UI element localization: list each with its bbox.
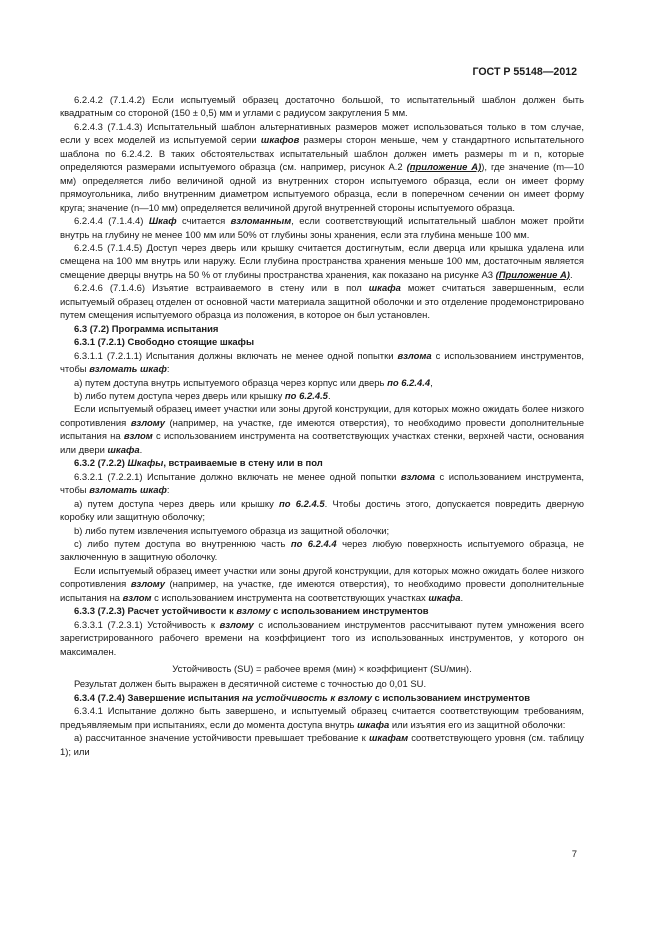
- paragraph: [60, 538, 584, 565]
- text-run: размеры сторон меньше, чем у стандартного испытательного шаблона по 6.2.4.2. В таких обстоятельствах испытательный шаблон должен иметь размеры m и n, которые определяются размерами испытуемого образца (см. например, рисунок А.2: [60, 135, 584, 174]
- text-run: или изъятия его из защитной оболочки:: [389, 719, 566, 731]
- text-run: .: [139, 444, 143, 456]
- text-run: взломать шкаф: [89, 485, 167, 497]
- text-run: может считаться завершенным, если испытуемый образец отделен от основной части материала защитной оболочки и это отделение продемонстрировано путем смещения испытуемого образца из положения, в которое он был установлен.: [60, 283, 584, 322]
- paragraph: [60, 390, 584, 403]
- paragraph: [60, 678, 584, 691]
- text-run: 6.3.2 (7.2.2): [74, 458, 128, 470]
- text-run: соответствующего уровня (см. таблицу 1); или: [60, 733, 584, 758]
- text-run: Результат должен быть выражен в десятичной системе с точностью до 0,01 SU.: [74, 679, 427, 691]
- text-run: a) рассчитанное значение устойчивости превышает требование к: [74, 733, 369, 745]
- text-run: по 6.2.4.4: [387, 377, 431, 389]
- text-run: считается: [176, 216, 231, 228]
- text-run: взлом: [123, 431, 153, 443]
- section-heading: [60, 457, 584, 470]
- text-run: Устойчивость (SU) = рабочее время (мин) × коэффициент (SU/мин).: [172, 664, 472, 676]
- section-heading: [60, 323, 584, 336]
- text-run: Если испытуемый образец имеет участки или зоны другой конструкции, для которых можно ожидать более низкого сопротивления: [60, 565, 584, 591]
- text-run: (приложение А): [406, 162, 482, 174]
- paragraph: [60, 350, 584, 377]
- text-run: шкафа: [107, 444, 140, 456]
- text-run: c) либо путем доступа во внутреннюю часть: [74, 538, 291, 550]
- paragraph: [60, 121, 584, 215]
- paragraph: [60, 94, 584, 121]
- paragraph: [60, 732, 584, 759]
- text-run: шкафа: [357, 719, 390, 731]
- paragraph: [60, 282, 584, 322]
- text-run: b) либо путем доступа через дверь или крышку: [74, 390, 285, 402]
- text-run: :: [166, 485, 170, 497]
- paragraph: [60, 619, 584, 659]
- text-run: 6.3.4 (7.2.4) Завершение испытания: [74, 692, 243, 704]
- text-run: с использованием инструментов, чтобы: [60, 350, 584, 376]
- text-run: взлом: [122, 592, 152, 604]
- text-run: на устойчивость к взлому: [242, 692, 372, 704]
- text-run: . Чтобы достичь этого, допускается повредить дверную коробку или защитную оболочку;: [60, 498, 585, 524]
- paragraph: [60, 525, 584, 538]
- paragraph: [60, 565, 584, 605]
- text-run: b) либо путем извлечения испытуемого образца из защитной оболочки;: [74, 525, 390, 537]
- text-run: по 6.2.4.5: [284, 390, 328, 402]
- text-run: .: [569, 269, 573, 281]
- text-run: с использованием инструментов: [270, 606, 429, 618]
- text-run: с использованием инструмента, чтобы: [60, 471, 584, 497]
- text-run: 6.2.4.3 (7.1.4.3) Испытательный шаблон альтернативных размеров может использоваться только в том случае, если у всех моделей из испытуемой серии: [60, 121, 584, 147]
- section-heading: [60, 605, 584, 618]
- paragraph: [60, 377, 584, 390]
- text-run: взломанным: [230, 216, 292, 228]
- text-run: взломать шкаф: [89, 364, 167, 376]
- text-run: 6.2.4.5 (7.1.4.5) Доступ через дверь или крышку считается достигнутым, если дверца или крышка удалена или смещена на 100 мм внутрь или наружу. Если глубина пространства хранения меньше 100 мм, достаточным является смещение дверцы внутрь на 50 % от глубины пространства хранения, как показано на рисунке А3: [60, 242, 584, 281]
- paragraph: [60, 242, 584, 282]
- paragraph: [60, 705, 584, 732]
- text-run: (например, на участке, где имеются отверстия), то необходимо провести дополнительные испытания на: [60, 579, 585, 604]
- text-run: (Приложение А): [495, 269, 570, 281]
- text-run: Шкаф: [148, 216, 177, 228]
- text-run: 6.3.4.1 Испытание должно быть завершено, и испытуемый образец считается соответствующим требованиям, предъявляемым при испытаниях, если до момента доступа внутрь: [60, 706, 584, 731]
- text-run: взлому: [219, 619, 254, 631]
- text-run: Если испытуемый образец имеет участки или зоны другой конструкции, для которых можно ожидать более низкого сопротивления: [60, 404, 584, 429]
- text-run: 6.2.4.4 (7.1.4.4): [74, 216, 149, 228]
- paragraph: [60, 498, 584, 525]
- text-run: 6.3.2.1 (7.2.2.1) Испытание должно включать не менее одной попытки: [74, 471, 401, 483]
- text-run: с использованием инструментов: [371, 692, 531, 704]
- text-run: 6.3.3 (7.2.3) Расчет устойчивости к: [74, 606, 237, 618]
- text-run: взлому: [130, 579, 165, 591]
- text-run: взлому: [130, 417, 165, 429]
- section-heading: [60, 336, 584, 349]
- text-run: :: [166, 364, 170, 376]
- text-run: по 6.2.4.5: [279, 498, 325, 510]
- text-run: с использованием инструмента на соответствующих участках: [151, 592, 429, 604]
- text-run: шкафам: [368, 733, 409, 745]
- text-run: , встраиваемые в стену или в пол: [163, 458, 323, 470]
- text-run: с использованием инструмента на соответствующих участках стенки, верхней части, основания или двери: [60, 431, 585, 456]
- text-run: шкафа: [428, 592, 461, 604]
- document-body: [60, 94, 584, 759]
- text-run: (например, на участке, где имеются отверстия), то необходимо провести дополнительные испытания на: [60, 417, 585, 443]
- text-run: Шкафы: [127, 458, 164, 470]
- text-run: , если соответствующий испытательный шаблон может пройти внутрь на глубину не менее 100 мм или 50% от глубины зоны хранения, если эта глубина меньше 100 мм.: [60, 216, 584, 241]
- text-run: шкафов: [260, 135, 300, 147]
- text-run: 6.3.1 (7.2.1) Свободно стоящие шкафы: [74, 337, 254, 349]
- paragraph: [60, 471, 584, 498]
- text-run: 6.2.4.6 (7.1.4.6) Изъятие встраиваемого в стену или в пол: [74, 283, 369, 295]
- text-run: .: [327, 390, 331, 402]
- text-run: взлома: [400, 471, 436, 483]
- page-number: 7: [571, 849, 577, 860]
- text-run: через любую поверхность испытуемого образца, не заключенную в защитную оболочку.: [60, 538, 584, 564]
- text-run: по 6.2.4.4: [290, 538, 337, 550]
- section-heading: [60, 692, 584, 705]
- text-run: 6.2.4.2 (7.1.4.2) Если испытуемый образец достаточно большой, то испытательный шаблон должен быть квадратным со стороной (150 ± 0,5) мм и углами с радиусом закругления 5 мм.: [60, 95, 584, 120]
- formula: [60, 663, 584, 676]
- text-run: с использованием инструментов рассчитывают путем умножения всего зарегистрированного рабочего времени на коэффициент того из использованных инструментов, у которого он максимален.: [60, 619, 584, 658]
- text-run: 6.3.3.1 (7.2.3.1) Устойчивость к: [74, 619, 220, 631]
- text-run: .: [460, 592, 464, 604]
- text-run: 6.3 (7.2) Программа испытания: [74, 323, 219, 335]
- text-run: a) путем доступа внутрь испытуемого образца через корпус или дверь: [74, 377, 388, 389]
- text-run: ,: [430, 377, 433, 389]
- paragraph: [60, 403, 584, 457]
- text-run: a) путем доступа через дверь или крышку: [74, 498, 280, 510]
- text-run: ), где значение (m—10 мм) определяется либо величиной одной из внутренних сторон испытуемого образца, если он имеет форму прямоугольника, либо внутренним диаметром испытуемого образца, если в поперечном сечении он имеет форму круга; значение (n—10 мм) определяется величиной другой внутренней стороны испытуемого образца.: [60, 162, 585, 214]
- text-run: 6.3.1.1 (7.2.1.1) Испытания должны включать не менее одной попытки: [74, 350, 398, 362]
- text-run: шкафа: [368, 283, 401, 295]
- text-run: взлому: [236, 606, 271, 618]
- paragraph: [60, 215, 584, 242]
- text-run: взлома: [397, 350, 432, 362]
- document-header: ГОСТ Р 55148—2012: [472, 66, 577, 78]
